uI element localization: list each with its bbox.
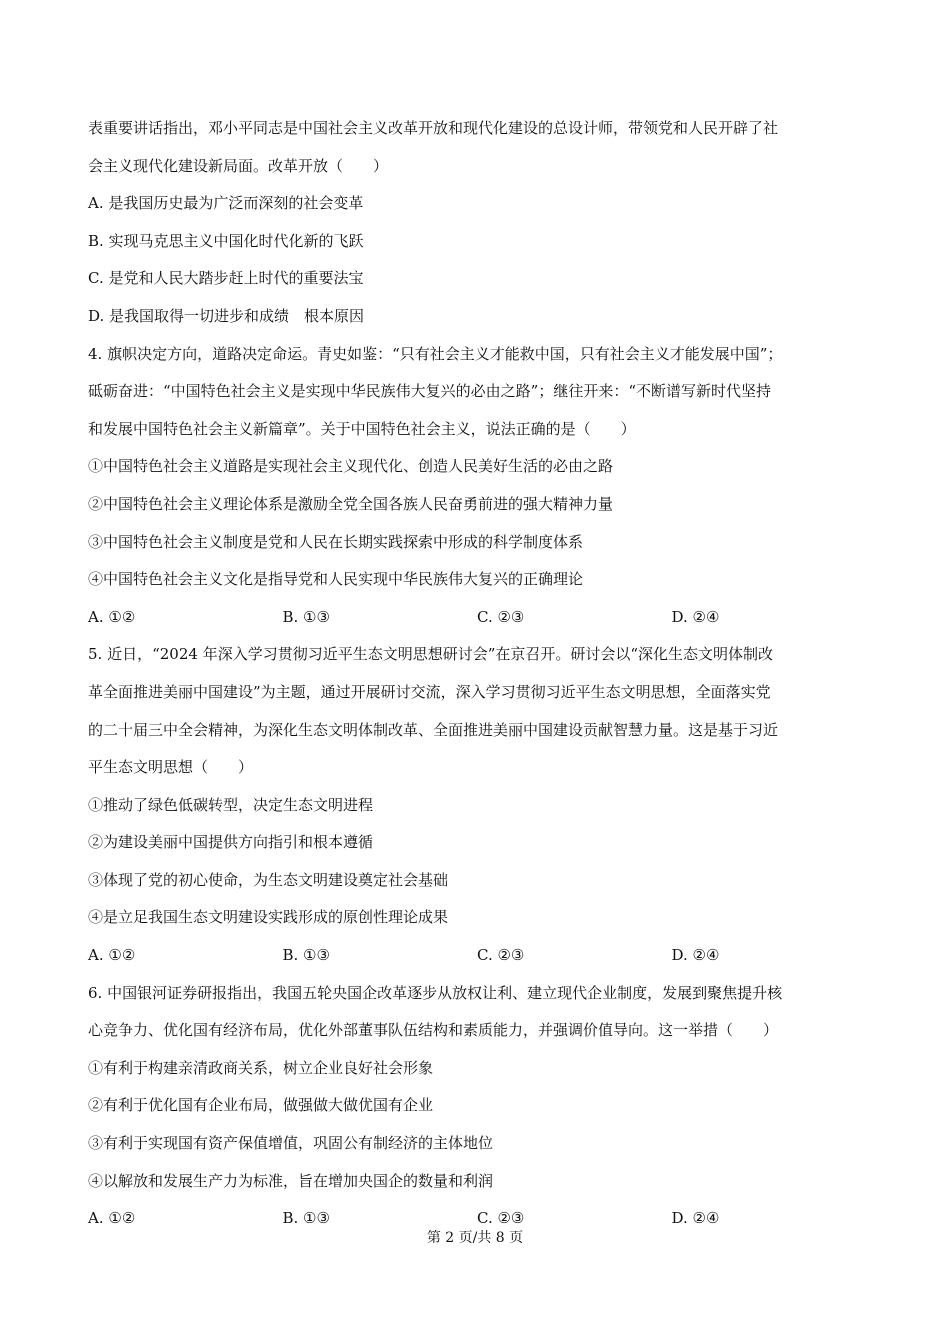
question-3-option-c: C. 是党和人民大踏步赶上时代的重要法宝 <box>88 269 364 288</box>
choice-b: B. ①③ <box>282 607 330 626</box>
question-4-stem-line: 砥砺奋进：“中国特色社会主义是实现中华民族伟大复兴的必由之路”；继往开来：“不断谱写新时代坚持 <box>88 382 772 401</box>
question-3-option-a: A. 是我国历史最为广泛而深刻的社会变革 <box>88 194 364 213</box>
question-6-statement-3: ③有利于实现国有资产保值增值，巩固公有制经济的主体地位 <box>88 1134 494 1153</box>
page-number-footer: 第 2 页/共 8 页 <box>426 1230 524 1246</box>
question-5-choices <box>88 937 878 975</box>
question-4-statement-3: ③中国特色社会主义制度是党和人民在长期实践探索中形成的科学制度体系 <box>88 532 584 551</box>
question-3 <box>88 110 878 336</box>
choice-c: C. ②③ <box>477 1209 525 1228</box>
question-5-stem-line: 的二十届三中全会精神，为深化生态文明体制改革、全面推进美丽中国建设贡献智慧力量。这是基于习近 <box>88 720 779 739</box>
exam-page-content <box>88 110 878 1238</box>
question-5-statement-2: ②为建设美丽中国提供方向指引和根本遵循 <box>88 833 374 852</box>
question-4 <box>88 336 878 637</box>
question-4-statement-4: ④中国特色社会主义文化是指导党和人民实现中华民族伟大复兴的正确理论 <box>88 570 584 589</box>
question-6-stem-line: 6. 中国银河证券研报指出，我国五轮央国企改革逐步从放权让利、建立现代企业制度，发展到聚焦提升核 <box>88 983 783 1002</box>
choice-c: C. ②③ <box>477 946 525 965</box>
question-3-option-d: D. 是我国取得一切进步和成绩 根本原因 <box>88 306 365 325</box>
question-3-stem-line: 会主义现代化建设新局面。改革开放（ ） <box>88 156 389 175</box>
question-6-statement-2: ②有利于优化国有企业布局，做强做大做优国有企业 <box>88 1096 434 1115</box>
question-4-statement-2: ②中国特色社会主义理论体系是激励全党全国各族人民奋勇前进的强大精神力量 <box>88 494 614 513</box>
choice-a: A. ①② <box>88 607 136 626</box>
question-3-stem-line: 表重要讲话指出，邓小平同志是中国社会主义改革开放和现代化建设的总设计师，带领党和人民开辟了社 <box>88 119 779 137</box>
choice-b: B. ①③ <box>282 1209 330 1228</box>
choice-d: D. ②④ <box>671 946 720 965</box>
question-4-stem-line: 和发展中国特色社会主义新篇章”。关于中国特色社会主义，说法正确的是（ ） <box>88 419 636 438</box>
question-6-statement-1: ①有利于构建亲清政商关系，树立企业良好社会形象 <box>88 1058 434 1077</box>
choice-c: C. ②③ <box>477 607 525 626</box>
choice-a: A. ①② <box>88 1209 136 1228</box>
question-5-statement-3: ③体现了党的初心使命，为生态文明建设奠定社会基础 <box>88 870 449 889</box>
question-5 <box>88 636 878 974</box>
question-4-stem-line: 4. 旗帜决定方向，道路决定命运。青史如鉴：“只有社会主义才能救中国，只有社会主义才能发展中国”； <box>88 344 783 363</box>
question-6-stem-line: 心竞争力、优化国有经济布局，优化外部董事队伍结构和素质能力，并强调价值导向。这一举措（ ） <box>88 1021 779 1040</box>
question-5-statement-1: ①推动了绿色低碳转型，决定生态文明进程 <box>88 795 374 814</box>
question-5-stem-line: 平生态文明思想（ ） <box>88 758 254 777</box>
choice-d: D. ②④ <box>671 607 720 626</box>
question-3-option-b: B. 实现马克思主义中国化时代化新的飞跃 <box>88 231 364 250</box>
question-6-statement-4: ④以解放和发展生产力为标准，旨在增加央国企的数量和利润 <box>88 1171 494 1190</box>
choice-d: D. ②④ <box>671 1209 720 1228</box>
question-4-statement-1: ①中国特色社会主义道路是实现社会主义现代化、创造人民美好生活的必由之路 <box>88 457 614 476</box>
choice-b: B. ①③ <box>282 946 330 965</box>
question-5-statement-4: ④是立足我国生态文明建设实践形成的原创性理论成果 <box>88 908 449 927</box>
choice-a: A. ①② <box>88 946 136 965</box>
question-6 <box>88 975 878 1238</box>
question-4-choices <box>88 599 878 637</box>
question-5-stem-line: 5. 近日，“2024 年深入学习贯彻习近平生态文明思想研讨会”在京召开。研讨会以“深化生态文明体制改 <box>88 645 774 664</box>
question-5-stem-line: 革全面推进美丽中国建设”为主题，通过开展研讨交流，深入学习贯彻习近平生态文明思想，全面落实党 <box>88 682 771 701</box>
